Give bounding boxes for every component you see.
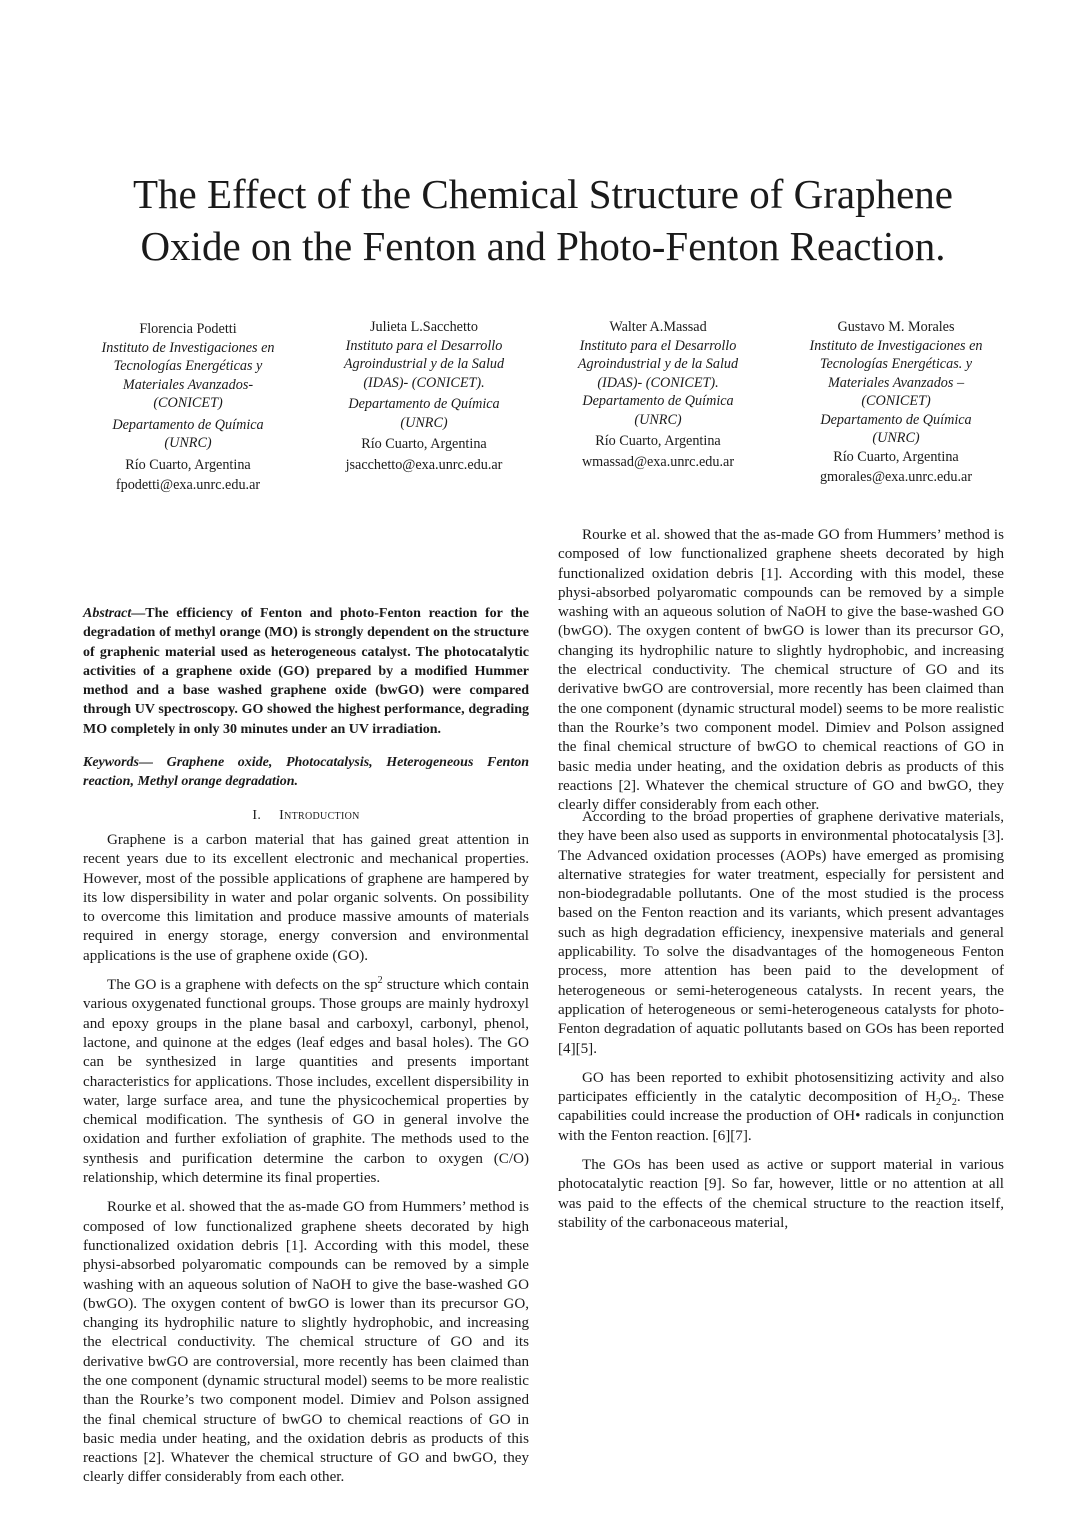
author-location: Río Cuarto, Argentina xyxy=(125,456,251,473)
paragraph-3-continued xyxy=(558,526,1004,814)
author-affiliation: Agroindustrial y de la Salud xyxy=(577,356,739,372)
paragraph-5 xyxy=(558,1069,1004,1146)
author-location: Río Cuarto, Argentina xyxy=(361,436,487,452)
author-affiliation: (UNRC) xyxy=(400,414,448,431)
author-affiliation: Materiales Avanzados – xyxy=(827,374,965,391)
author-affiliation: Instituto de Investigaciones en xyxy=(101,339,275,356)
author-block-sacchetto xyxy=(314,318,534,474)
author-affiliation: Instituto para el Desarrollo xyxy=(345,337,503,354)
author-email[interactable]: jsacchetto@exa.unrc.edu.ar xyxy=(345,456,503,473)
author-affiliation: (UNRC) xyxy=(634,411,682,428)
paragraph-2-start: The GO is a graphene with defects on the sp xyxy=(107,977,378,994)
superscript: 2 xyxy=(377,975,383,987)
author-affiliation: Agroindustrial y de la Salud xyxy=(343,356,505,372)
paragraph-5-rest: . These capabilities could increase the production of OH• radicals in conjunction with the Fenton reaction. [6][7]. xyxy=(558,1089,1004,1144)
author-location: Río Cuarto, Argentina xyxy=(833,448,959,465)
author-location: Río Cuarto, Argentina xyxy=(595,433,721,449)
author-email[interactable]: wmassad@exa.unrc.edu.ar xyxy=(581,453,735,470)
abstract xyxy=(83,604,529,739)
subscript: 2 xyxy=(951,1097,957,1109)
author-affiliation: (IDAS)- (CONICET). xyxy=(363,374,485,391)
author-affiliation: (CONICET) xyxy=(861,393,931,409)
author-affiliation: Tecnologías Energéticas. y xyxy=(819,356,973,372)
author-name: Walter A.Massad xyxy=(609,319,707,335)
author-name: Julieta L.Sacchetto xyxy=(370,319,478,335)
author-block-morales xyxy=(786,318,1006,487)
right-column xyxy=(558,527,1004,1243)
author-affiliation: (CONICET) xyxy=(153,395,223,411)
paragraph-6: The GOs has been used as active or support material in various photocatalytic reaction [9]. So far, however, little or no attention at all was paid to the effects of the chemical structure to the reaction itself, stability of the carbonaceous material, xyxy=(558,1157,1004,1231)
author-email[interactable]: fpodetti@exa.unrc.edu.ar xyxy=(115,477,261,493)
paragraph-3-text: Rourke et al. showed that the as-made GO from Hummers’ method is composed of low functionalized graphene sheets decorated by high functionalized oxidation debris [1]. According with this model, these physi-absorbed polyaromatic compounds can be removed by a simple washing with an aqueous solution of NaOH to give the base-washed GO (bwGO). The oxygen content of bwGO is lower than its precursor GO, changing its hydrophilic nature to slightly hydrophobic, and increasing the electrical conductivity. The chemical structure of GO and its derivative bwGO are controversial, more recently has been claimed than the one component (dynamic structural model) seems to be more realistic than the Rourke’s two component model. Dimiev and Polson assigned the final chemical structure of bwGO to chemical reactions of GO in basic media under heating, and the oxidation debris as products of this reactions [2]. Whatever the chemical structure of GO and bwGO, they clearly differ considerably from each other. xyxy=(558,527,1004,814)
section-heading-introduction xyxy=(83,806,529,825)
author-affiliation: Materiales Avanzados- xyxy=(122,376,254,393)
paragraph-5-mid: O xyxy=(940,1089,952,1106)
paragraph-5-start: GO has been reported to exhibit photosensitizing activity and also participates efficiently in the catalytic decomposition of H xyxy=(558,1069,1004,1106)
paragraph-4: According to the broad properties of graphene derivative materials, they have been also used as supports in environmental photocatalysis [3]. The Advanced oxidation processes (AOPs) have emerged as promising alternative strategies for water treatment, especially for persistent and non-biodegradable pollutants. One of the most studied is the process based on the Fenton reaction and its variants, which present advantages such as high degradation efficiency, inexpensive materials and general applicability. To solve the disadvantages of the homogeneous Fenton process, more attention has been paid to the development of heterogeneous or semi-heterogeneous catalysts. In recent years, the application of heterogeneous or semi-heterogeneous catalysts for photo-Fenton degradation of aquatic pollutants based on GOs has been reported [4][5]. xyxy=(558,809,1004,1057)
author-affiliation: Departamento de Química xyxy=(348,396,500,412)
paragraph-3: Rourke et al. showed that the as-made GO from Hummers’ method is composed of low functionalized graphene sheets decorated by high functionalized oxidation debris [1]. According with this model, these physi-absorbed polyaromatic compounds can be removed by a simple washing with an aqueous solution of NaOH to give the base-washed GO (bwGO). The oxygen content of bwGO is lower than its precursor GO, changing its hydrophilic nature to slightly hydrophobic, and increasing the electrical conductivity. The chemical structure of GO and its derivative bwGO are controversial, more recently has been claimed than the one component (dynamic structural model) seems to be more realistic than the Rourke’s two component model. Dimiev and Polson assigned the final chemical structure of bwGO to chemical reactions of GO in basic media under heating, and the oxidation debris as products of this reactions [2]. Whatever the chemical structure of GO and bwGO, they clearly differ considerably from each other. xyxy=(83,1199,529,1486)
author-affiliation: Instituto para el Desarrollo xyxy=(579,337,737,354)
author-block-podetti xyxy=(78,320,298,495)
author-affiliation: (IDAS)- (CONICET). xyxy=(597,374,719,391)
abstract-text: —The efficiency of Fenton and photo-Fenton reaction for the degradation of methyl orange (MO) is strongly dependent on the structure of graphenic material used as heterogeneous catalyst. The photocatalytic activities of a graphene oxide (GO) prepared by a modified Hummer method and a base washed graphene oxide (bwGO) were compared through UV spectroscopy. GO showed the highest performance, degrading MO completely in only 30 minutes under an UV irradiation. xyxy=(83,606,529,737)
title-line-1: The Effect of the Chemical Structure of Graphene xyxy=(132,171,954,217)
author-block-massad xyxy=(548,318,768,471)
abstract-label: Abstract xyxy=(83,606,132,621)
author-affiliation: Tecnologías Energéticas y xyxy=(113,358,263,374)
section-number: I. xyxy=(252,807,262,823)
author-email[interactable]: gmorales@exa.unrc.edu.ar xyxy=(819,469,973,485)
author-affiliation: (UNRC) xyxy=(872,430,920,446)
section-title: Introduction xyxy=(279,807,360,823)
author-name: Gustavo M. Morales xyxy=(837,319,955,335)
author-affiliation: Departamento de Química xyxy=(820,411,972,428)
left-column xyxy=(83,604,529,1486)
author-affiliation: (UNRC) xyxy=(164,435,212,451)
paper-title xyxy=(60,168,1026,272)
title-line-2: Oxide on the Fenton and Photo-Fenton Reaction. xyxy=(140,223,946,269)
paragraph-1: Graphene is a carbon material that has gained great attention in recent years due to its excellent electronic and mechanical properties. However, most of the possible applications of graphene are hampered by its low dispersibility in water and polar organic solvents. On possibility to overcome this limitation and produce massive amounts of materials required in energy storage, energy conversion and environmental applications is the use of graphene oxide (GO). xyxy=(83,831,529,964)
author-affiliation: Instituto de Investigaciones en xyxy=(809,337,983,354)
author-affiliation: Departamento de Química xyxy=(582,393,734,409)
author-affiliation: Departamento de Química xyxy=(112,416,264,433)
paragraph-2-rest: structure which contain various oxygenated functional groups. Those groups are mainly hydroxyl and epoxy groups in the plane basal and carboxyl, carbonyl, phenol, lactone, and quinone at the edges (leaf edges and basal holes). The GO can be synthesized in large quantities and presents important characteristics for applications. Those includes, excellent dispersibility in water, large surface area, and tune the physicochemical properties by chemical modification. The synthesis of GO in general involve the oxidation and further exfoliation of graphite. The methods used to the synthesis and purification determine the carbon to oxygen (C/O) relationship, which determine its final properties. xyxy=(83,977,529,1187)
keywords: Keywords— Graphene oxide, Photocatalysis, Heterogeneous Fenton reaction, Methyl orange degradation. xyxy=(83,755,529,790)
subscript: 2 xyxy=(935,1097,941,1109)
author-name: Florencia Podetti xyxy=(139,321,237,337)
paragraph-2 xyxy=(83,976,529,1188)
